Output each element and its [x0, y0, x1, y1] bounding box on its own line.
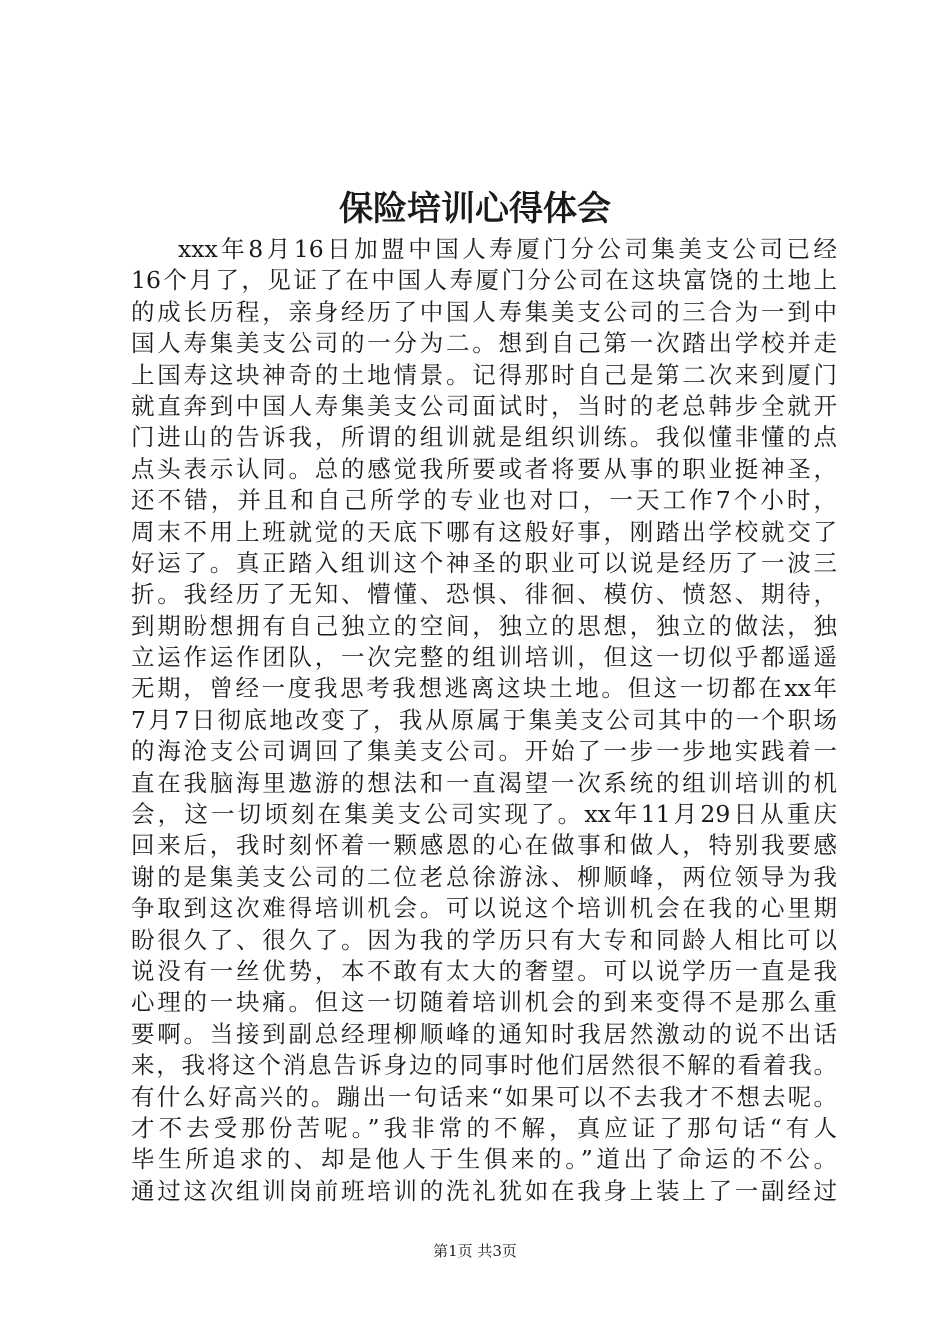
body-line: 心理的一块痛。但这一切随着培训机会的到来变得不是那么重: [131, 988, 837, 1017]
body-line: 国人寿集美支公司的一分为二。想到自己第一次踏出学校并走: [131, 329, 837, 358]
body-line: 说没有一丝优势，本不敢有太大的奢望。可以说学历一直是我: [131, 956, 837, 985]
body-line: 无期，曾经一度我思考我想逃离这块土地。但这一切都在xx年: [131, 674, 837, 703]
document-body: [131, 234, 837, 1207]
body-line: 好运了。真正踏入组训这个神圣的职业可以说是经历了一波三: [131, 548, 837, 577]
body-line: 还不错，并且和自己所学的专业也对口，一天工作7个小时，: [131, 486, 837, 515]
body-line: 门进山的告诉我，所谓的组训就是组织训练。我似懂非懂的点: [131, 423, 837, 452]
body-line: 才不去受那份苦呢。”我非常的不解，真应证了那句话“有人: [131, 1113, 837, 1142]
body-line: 的成长历程，亲身经历了中国人寿集美支公司的三合为一到中: [131, 297, 837, 326]
body-line: 直在我脑海里遨游的想法和一直渴望一次系统的组训培训的机: [131, 768, 837, 797]
body-line: 16个月了，见证了在中国人寿厦门分公司在这块富饶的土地上: [131, 266, 837, 295]
body-line: 折。我经历了无知、懵懂、恐惧、徘徊、模仿、愤怒、期待，: [131, 580, 837, 609]
body-line: 的海沧支公司调回了集美支公司。开始了一步一步地实践着一: [131, 737, 837, 766]
body-line: 回来后，我时刻怀着一颗感恩的心在做事和做人，特别我要感: [131, 831, 837, 860]
body-line: 立运作运作团队，一次完整的组训培训，但这一切似乎都遥遥: [131, 643, 837, 672]
body-line: 盼很久了、很久了。因为我的学历只有大专和同龄人相比可以: [131, 925, 837, 954]
page-number-footer: 第1页 共3页: [433, 1242, 517, 1260]
document-title: 保险培训心得体会: [339, 189, 611, 229]
body-line: 点头表示认同。总的感觉我所要或者将要从事的职业挺神圣，: [131, 454, 837, 483]
body-line: 争取到这次难得培训机会。可以说这个培训机会在我的心里期: [131, 894, 837, 923]
body-line: 就直奔到中国人寿集美支公司面试时，当时的老总韩步全就开: [131, 391, 837, 420]
body-line: 来，我将这个消息告诉身边的同事时他们居然很不解的看着我。: [131, 1051, 837, 1080]
body-line: 上国寿这块神奇的土地情景。记得那时自己是第二次来到厦门: [131, 360, 837, 389]
body-line: xxx年8月16日加盟中国人寿厦门分公司集美支公司已经: [178, 235, 837, 263]
body-line: 毕生所追求的、却是他人于生俱来的。”道出了命运的不公。: [131, 1145, 837, 1174]
body-line: 有什么好高兴的。蹦出一句话来“如果可以不去我才不想去呢。: [131, 1082, 837, 1111]
body-line: 要啊。当接到副总经理柳顺峰的通知时我居然激动的说不出话: [131, 1019, 837, 1048]
body-line: 通过这次组训岗前班培训的洗礼犹如在我身上装上了一副经过: [131, 1176, 837, 1205]
body-line: 7月7日彻底地改变了，我从原属于集美支公司其中的一个职场: [131, 705, 837, 734]
body-line: 周末不用上班就觉的天底下哪有这般好事，刚踏出学校就交了: [131, 517, 837, 546]
body-line: 谢的是集美支公司的二位老总徐游泳、柳顺峰，两位领导为我: [131, 862, 837, 891]
body-line: 会，这一切顷刻在集美支公司实现了。xx年11月29日从重庆: [131, 800, 837, 829]
body-line: 到期盼想拥有自己独立的空间，独立的思想，独立的做法，独: [131, 611, 837, 640]
